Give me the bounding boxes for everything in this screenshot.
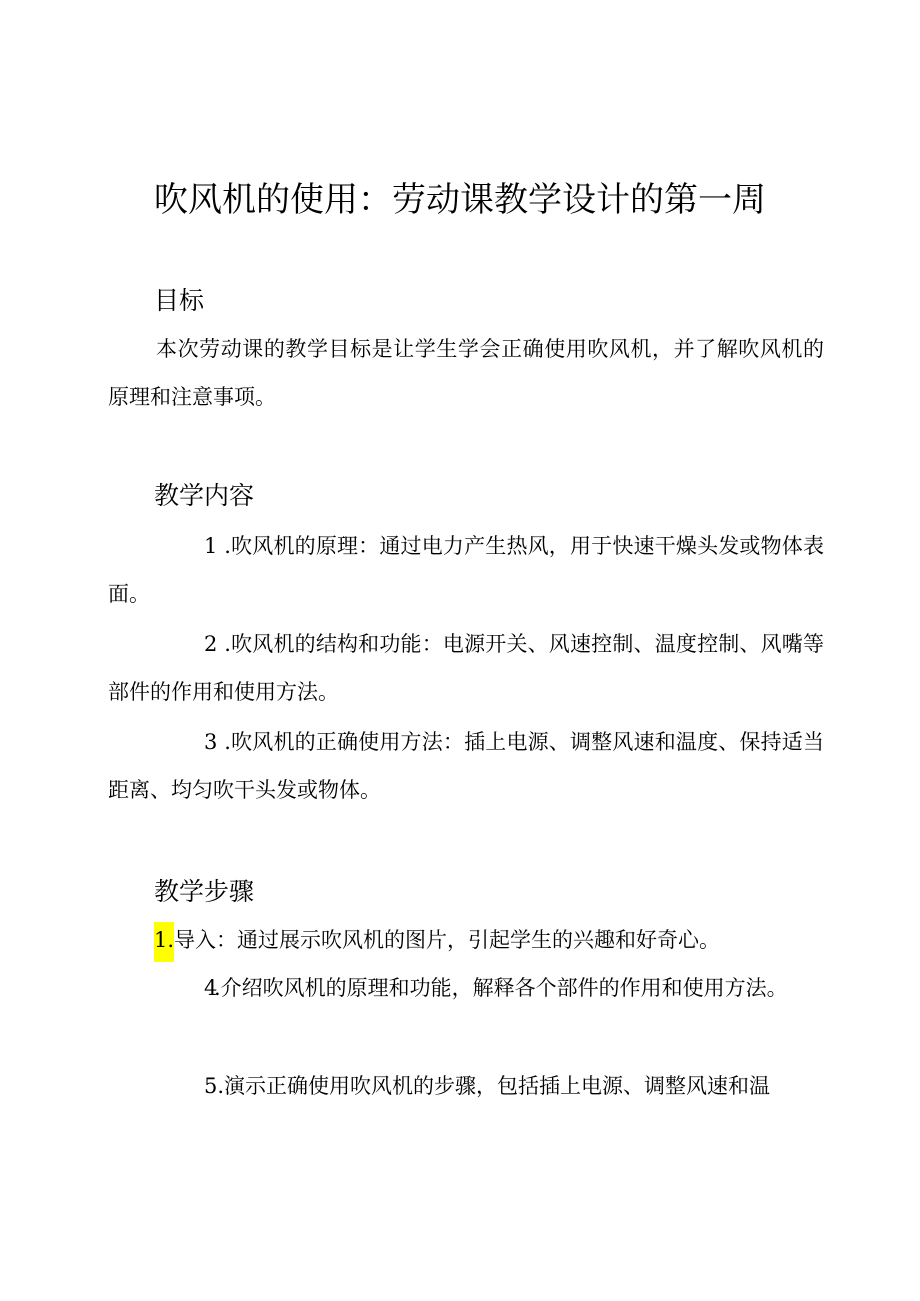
content-item [108, 620, 824, 716]
highlighted-step-number: 1. [154, 922, 174, 962]
step-item [108, 1062, 824, 1110]
content-item [108, 718, 824, 814]
content-item-text: .吹风机的正确使用方法：插上电源、调整风速和温度、保持适当距离、均匀吹干头发或物体。 [108, 730, 824, 802]
step-item [108, 916, 824, 964]
step-item-text: 导入：通过展示吹风机的图片，引起学生的兴趣和好奇心。 [174, 928, 721, 952]
content-item-number: 2 [204, 632, 218, 656]
step-item-text: .演示正确使用吹风机的步骤，包括插上电源、调整风速和温 [217, 1074, 771, 1098]
section-heading-content: 教学内容 [154, 481, 255, 510]
section-heading-steps: 教学步骤 [154, 877, 255, 906]
step-item-number: 5 [204, 1074, 218, 1098]
content-item-number: 3 [204, 730, 218, 754]
section-heading-goal: 目标 [154, 286, 205, 315]
step-item-text: .介绍吹风机的原理和功能，解释各个部件的作用和使用方法。 [214, 976, 788, 1000]
content-item [108, 522, 824, 618]
content-item-text: .吹风机的原理：通过电力产生热风，用于快速干燥头发或物体表面。 [108, 534, 824, 606]
goal-paragraph: 本次劳动课的教学目标是让学生学会正确使用吹风机，并了解吹风机的原理和注意事项。 [108, 337, 824, 409]
content-item-number: 1 [204, 534, 218, 558]
content-item-text: .吹风机的结构和功能：电源开关、风速控制、温度控制、风嘴等部件的作用和使用方法。 [108, 632, 824, 704]
document-title: 吹风机的使用：劳动课教学设计的第一周 [154, 180, 766, 220]
step-item-number: 4 [204, 976, 218, 1000]
step-item [108, 964, 824, 1012]
